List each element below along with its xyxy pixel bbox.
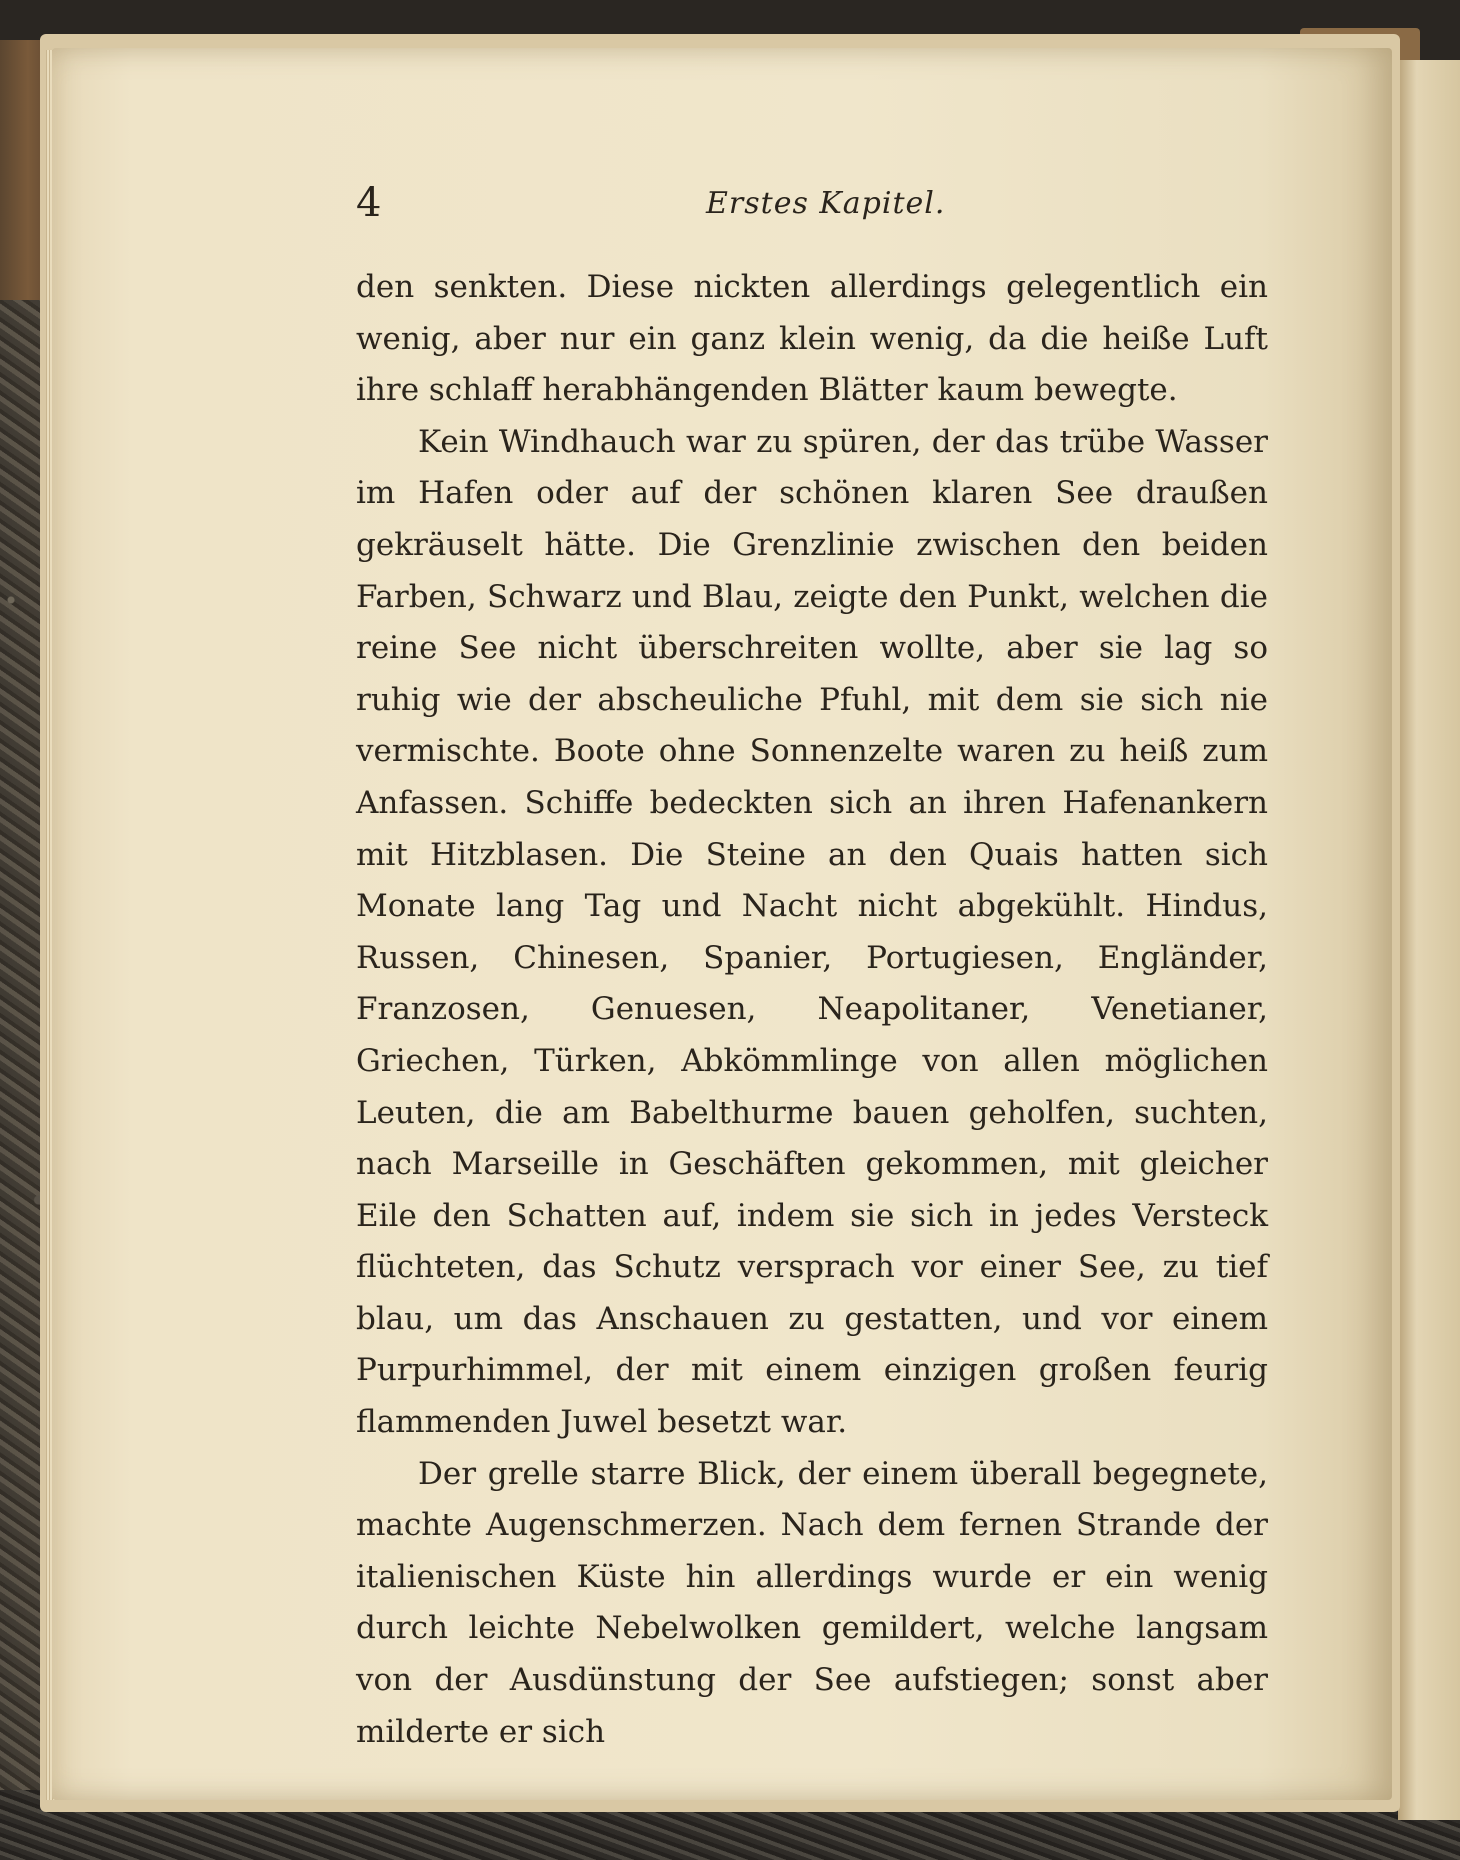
running-head: Erstes Kapitel. (706, 186, 946, 221)
paragraph-3: Der grelle starre Blick, der einem überall begegnete, machte Augenschmerzen. Nach dem fernen Strande der italienischen Küste hin allerdings wurde er ein wenig durch leichte Nebelwolken gemildert, welche langsam von der Ausdünstung der See aufstiegen; sonst aber milderte er sich (356, 1455, 1268, 1750)
paragraph-1: den senkten. Diese nickten allerdings gelegentlich ein wenig, aber nur ein ganz klein wenig, da die heiße Luft ihre schlaff herabhängenden Blätter kaum bewegte. (356, 269, 1268, 409)
facing-page-edge (1398, 60, 1460, 1820)
body-text (356, 262, 1268, 1758)
paragraph-2: Kein Windhauch war zu spüren, der das trübe Wasser im Hafen oder auf der schönen klaren See draußen gekräuselt hätte. Die Grenzlinie zwischen den beiden Farben, Schwarz und Blau, zeigte den Punkt, welchen die reine See nicht überschreiten wollte, aber sie lag so ruhig wie der abscheuliche Pfuhl, mit dem sie sich nie vermischte. Boote ohne Sonnenzelte waren zu heiß zum Anfassen. Schiffe bedeckten sich an ihren Hafenankern mit Hitzblasen. Die Steine an den Quais hatten sich Monate lang Tag und Nacht nicht abgekühlt. Hindus, Russen, Chinesen, Spanier, Portugiesen, Engländer, Franzosen, Genuesen, Neapolitaner, Venetianer, Griechen, Türken, Abkömmlinge von allen möglichen Leuten, die am Babelthurme bauen geholfen, suchten, nach Marseille in Geschäften gekommen, mit gleicher Eile den Schatten auf, indem sie sich in jedes Versteck flüchteten, das Schutz versprach vor einer See, zu tief blau, um das Anschauen zu gestatten, und vor einem Purpurhimmel, der mit einem einzigen großen feurig flammenden Juwel besetzt war. (356, 423, 1268, 1441)
page-number: 4 (356, 180, 382, 226)
page-header (356, 180, 1276, 240)
